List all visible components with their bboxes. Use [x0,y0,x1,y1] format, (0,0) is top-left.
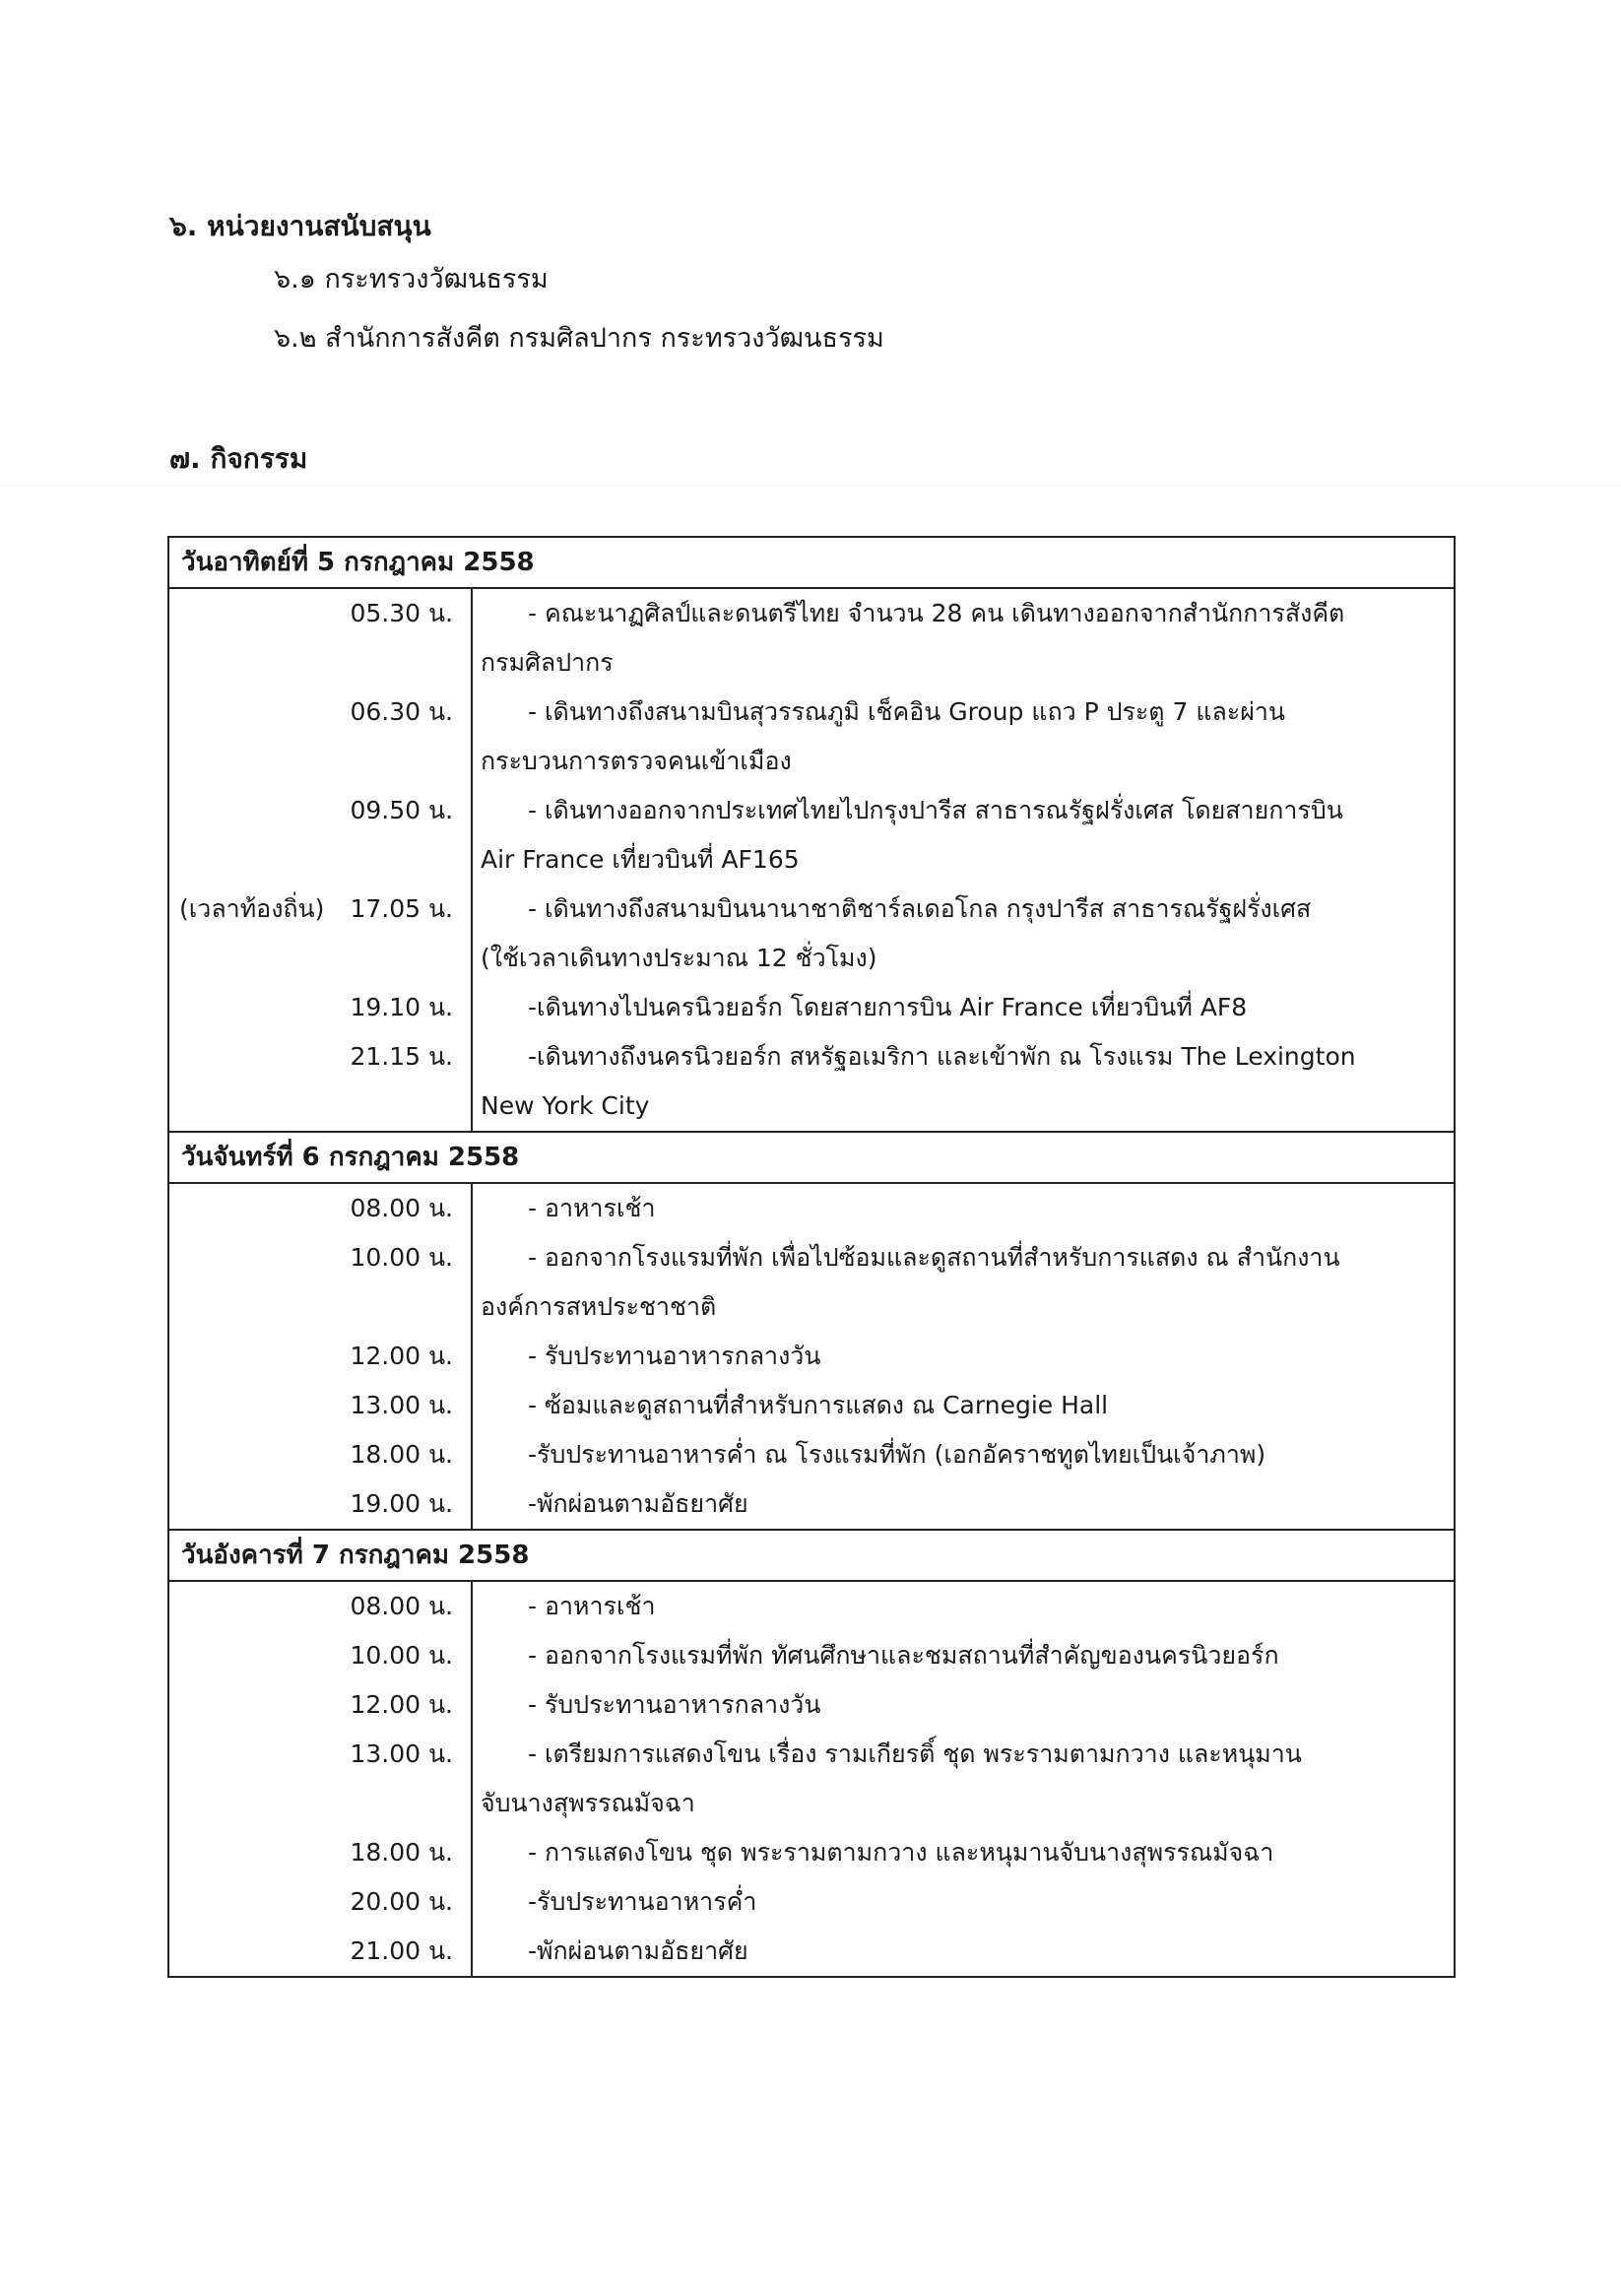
activity-schedule-table [167,536,1456,1978]
description-cell [472,588,1455,688]
schedule-row [168,1877,1455,1927]
event-description-line: กรมศิลปากร [481,648,614,677]
schedule-row [168,1381,1455,1430]
event-description-line: - คณะนาฏศิลป์และดนตรีไทย จำนวน 28 คน เดินทางออกจากสำนักการสังคีต [528,599,1345,627]
event-description-line: -เดินทางถึงนครนิวยอร์ก สหรัฐอเมริกา และเข้าพัก ณ โรงแรม The Lexington [528,1042,1356,1071]
time-cell [168,1680,472,1730]
event-time: 12.00 น. [350,1342,453,1370]
schedule-row [168,1183,1455,1233]
description-cell [472,688,1455,786]
time-cell [168,1183,472,1233]
section-6-item-2: ๖.๒ สำนักการสังคีต กรมศิลปากร กระทรวงวัฒนธรรม [274,323,884,354]
schedule-row [168,1828,1455,1877]
schedule-row [168,1680,1455,1730]
event-description-line: - อาหารเช้า [528,1592,656,1620]
event-description-line: กระบวนการตรวจคนเข้าเมือง [481,747,792,775]
description-cell [472,1233,1455,1332]
event-description-line: - ซ้อมและดูสถานที่สำหรับการแสดง ณ Carnegie Hall [528,1391,1109,1419]
description-cell [472,1730,1455,1828]
description-cell [472,1430,1455,1479]
schedule-row [168,885,1455,983]
time-cell [168,786,472,885]
description-cell [472,1877,1455,1927]
event-time: 09.50 น. [350,796,453,824]
time-cell [168,1828,472,1877]
event-description-line: -พักผ่อนตามอัธยาศัย [528,1489,748,1518]
section-7-title: ๗. กิจกรรม [169,442,308,475]
event-description-line: - รับประทานอาหารกลางวัน [528,1690,821,1719]
event-description-line: (ใช้เวลาเดินทางประมาณ 12 ชั่วโมง) [481,944,877,972]
time-cell [168,588,472,688]
event-description-line: - เตรียมการแสดงโขน เรื่อง รามเกียรติ์ ชุด พระรามตามกวาง และหนุมาน [528,1739,1302,1768]
day-heading-row [168,1530,1455,1581]
event-description-line: New York City [481,1091,650,1120]
schedule-row [168,1479,1455,1530]
day-heading: วันจันทร์ที่ 6 กรกฎาคม 2558 [168,1132,1455,1183]
schedule-row [168,1332,1455,1381]
day-heading-row [168,537,1455,588]
event-time: 13.00 น. [350,1391,453,1419]
time-cell [168,1233,472,1332]
event-time: 21.15 น. [350,1042,453,1071]
time-cell [168,1581,472,1631]
time-cell [168,1927,472,1977]
event-time: 21.00 น. [350,1936,453,1965]
time-cell [168,1877,472,1927]
schedule-row [168,983,1455,1032]
event-time: 08.00 น. [350,1592,453,1620]
schedule-row [168,688,1455,786]
event-time: 08.00 น. [350,1194,453,1222]
description-cell [472,1032,1455,1132]
time-cell [168,1730,472,1828]
schedule-row [168,1430,1455,1479]
time-cell [168,885,472,983]
event-description-line: -รับประทานอาหารค่ำ ณ โรงแรมที่พัก (เอกอัคราชทูตไทยเป็นเจ้าภาพ) [528,1440,1266,1469]
day-heading: วันอาทิตย์ที่ 5 กรกฎาคม 2558 [168,537,1455,588]
description-cell [472,1631,1455,1680]
time-cell [168,1032,472,1132]
time-cell [168,1430,472,1479]
event-description-line: องค์การสหประชาชาติ [481,1292,717,1321]
section-6-item-1: ๖.๑ กระทรวงวัฒนธรรม [274,264,549,295]
time-cell [168,1332,472,1381]
description-cell [472,1828,1455,1877]
event-time: 12.00 น. [350,1690,453,1719]
schedule-row [168,588,1455,688]
time-cell [168,1479,472,1530]
description-cell [472,1183,1455,1233]
time-cell [168,688,472,786]
description-cell [472,1332,1455,1381]
schedule-row [168,1631,1455,1680]
event-description-line: - ออกจากโรงแรมที่พัก ทัศนศึกษาและชมสถานที่สำคัญของนครนิวยอร์ก [528,1641,1279,1670]
description-cell [472,786,1455,885]
schedule-row [168,1032,1455,1132]
schedule-row [168,1581,1455,1631]
event-description-line: - เดินทางถึงสนามบินสุวรรณภูมิ เช็คอิน Group แถว P ประตู 7 และผ่าน [528,697,1285,726]
event-time: 20.00 น. [350,1887,453,1916]
description-cell [472,1479,1455,1530]
event-description-line: Air France เที่ยวบินที่ AF165 [481,845,800,874]
time-cell [168,983,472,1032]
event-time: 05.30 น. [350,599,453,627]
event-time: 18.00 น. [350,1440,453,1469]
schedule-body [168,537,1455,1977]
time-cell [168,1381,472,1430]
event-description-line: -รับประทานอาหารค่ำ [528,1887,757,1916]
event-description-line: - รับประทานอาหารกลางวัน [528,1342,821,1370]
description-cell [472,885,1455,983]
event-description-line: - เดินทางออกจากประเทศไทยไปกรุงปารีส สาธารณรัฐฝรั่งเศส โดยสายการบิน [528,796,1343,824]
event-description-line: จับนางสุพรรณมัจฉา [481,1789,695,1817]
event-description-line: -เดินทางไปนครนิวยอร์ก โดยสายการบิน Air France เที่ยวบินที่ AF8 [528,993,1248,1021]
event-time: 19.00 น. [350,1489,453,1518]
event-description-line: - เดินทางถึงสนามบินนานาชาติชาร์ลเดอโกล กรุงปารีส สาธารณรัฐฝรั่งเศส [528,894,1312,923]
event-time: 18.00 น. [350,1838,453,1867]
description-cell [472,1927,1455,1977]
schedule-row [168,786,1455,885]
scan-artifact-line [0,485,1621,486]
event-time: 13.00 น. [350,1739,453,1768]
day-heading-row [168,1132,1455,1183]
event-description-line: - อาหารเช้า [528,1194,656,1222]
section-6-title: ๖. หน่วยงานสนับสนุน [169,210,431,242]
event-description-line: -พักผ่อนตามอัธยาศัย [528,1936,748,1965]
description-cell [472,1680,1455,1730]
schedule-row [168,1233,1455,1332]
day-heading: วันอังคารที่ 7 กรกฎาคม 2558 [168,1530,1455,1581]
event-time: 19.10 น. [350,993,453,1021]
event-description-line: - ออกจากโรงแรมที่พัก เพื่อไปซ้อมและดูสถานที่สำหรับการแสดง ณ สำนักงาน [528,1243,1340,1272]
description-cell [472,1581,1455,1631]
schedule-row [168,1730,1455,1828]
event-time: 10.00 น. [350,1243,453,1272]
local-time-note: (เวลาท้องถิ่น) [179,894,325,923]
event-time: 06.30 น. [350,697,453,726]
event-time: 10.00 น. [350,1641,453,1670]
description-cell [472,983,1455,1032]
description-cell [472,1381,1455,1430]
time-cell [168,1631,472,1680]
schedule-row [168,1927,1455,1977]
event-description-line: - การแสดงโขน ชุด พระรามตามกวาง และหนุมานจับนางสุพรรณมัจฉา [528,1838,1274,1867]
event-time: 17.05 น. [350,894,453,923]
